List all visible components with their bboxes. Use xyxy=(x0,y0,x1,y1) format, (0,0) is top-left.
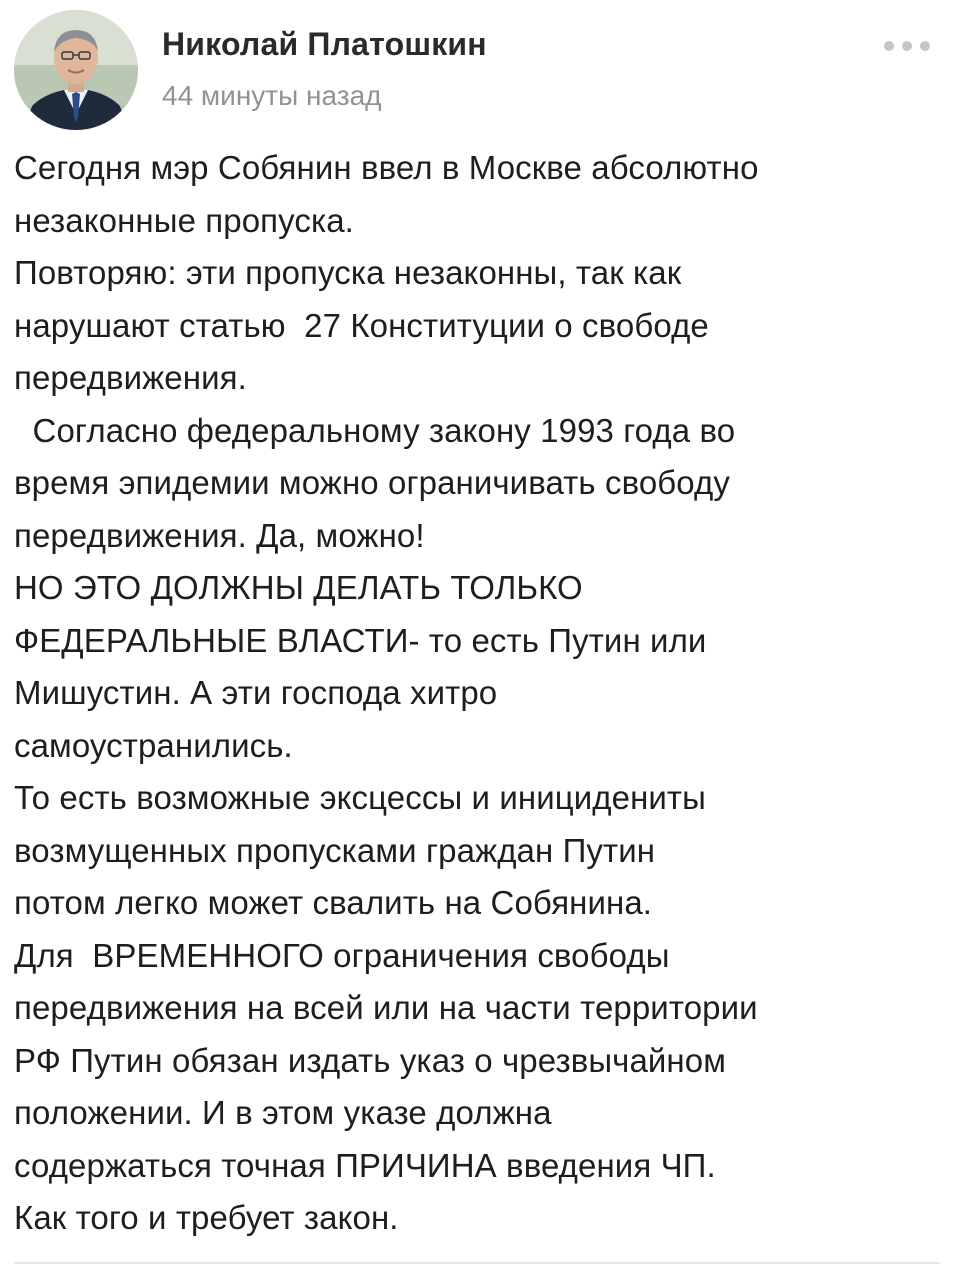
post-text-line: нарушают статью 27 Конституции о свободе xyxy=(14,306,709,344)
post-text-line: передвижения. Да, можно! xyxy=(14,516,425,554)
menu-dot xyxy=(902,41,912,51)
author-name[interactable]: Николай Платошкин xyxy=(162,26,487,62)
menu-dot xyxy=(920,41,930,51)
post-text-line: РФ Путин обязан издать указ о чрезвычайном xyxy=(14,1041,726,1079)
post-text-line: Повторяю: эти пропуска незаконны, так как xyxy=(14,254,682,291)
post-header xyxy=(14,10,940,130)
post-text-line: То есть возможные эксцессы и иницидениты xyxy=(14,779,706,816)
more-horizontal-icon[interactable] xyxy=(884,36,930,56)
post-text-line: передвижения. xyxy=(14,359,247,396)
author-avatar[interactable] xyxy=(14,10,138,130)
post-text-line: Мишустин. А эти господа хитро xyxy=(14,674,498,711)
post-text-line: положении. И в этом указе должна xyxy=(14,1094,552,1131)
post-text-line: содержаться точная ПРИЧИНА введения ЧП. xyxy=(14,1146,716,1184)
menu-dot xyxy=(884,41,894,51)
post-text-line: незаконные пропуска. xyxy=(14,201,354,239)
post-text-line: передвижения на всей или на части территории xyxy=(14,989,758,1026)
post-text-line: НО ЭТО ДОЛЖНЫ ДЕЛАТЬ ТОЛЬКО xyxy=(14,569,583,606)
post-text-line: Сегодня мэр Собянин ввел в Москве абсолютно xyxy=(14,149,759,186)
post-text-line: Для ВРЕМЕННОГО ограничения свободы xyxy=(14,936,670,974)
post-text-line: потом легко может свалить на Собянина. xyxy=(14,884,653,921)
post-text-line: самоустранились. xyxy=(14,726,293,764)
post-text-line: время эпидемии можно ограничивать свободу xyxy=(14,464,730,501)
post-text-line: ФЕДЕРАЛЬНЫЕ ВЛАСТИ- то есть Путин или xyxy=(14,621,707,659)
post-divider xyxy=(14,1262,940,1264)
post-timestamp[interactable]: 44 минуты назад xyxy=(162,80,382,111)
post-text xyxy=(14,142,944,1245)
avatar-photo xyxy=(14,10,138,130)
post-text-line: Как того и требует закон. xyxy=(14,1199,399,1236)
post-text-line: Согласно федеральному закону 1993 года во xyxy=(14,411,736,449)
post-text-line: возмущенных пропусками граждан Путин xyxy=(14,831,656,869)
